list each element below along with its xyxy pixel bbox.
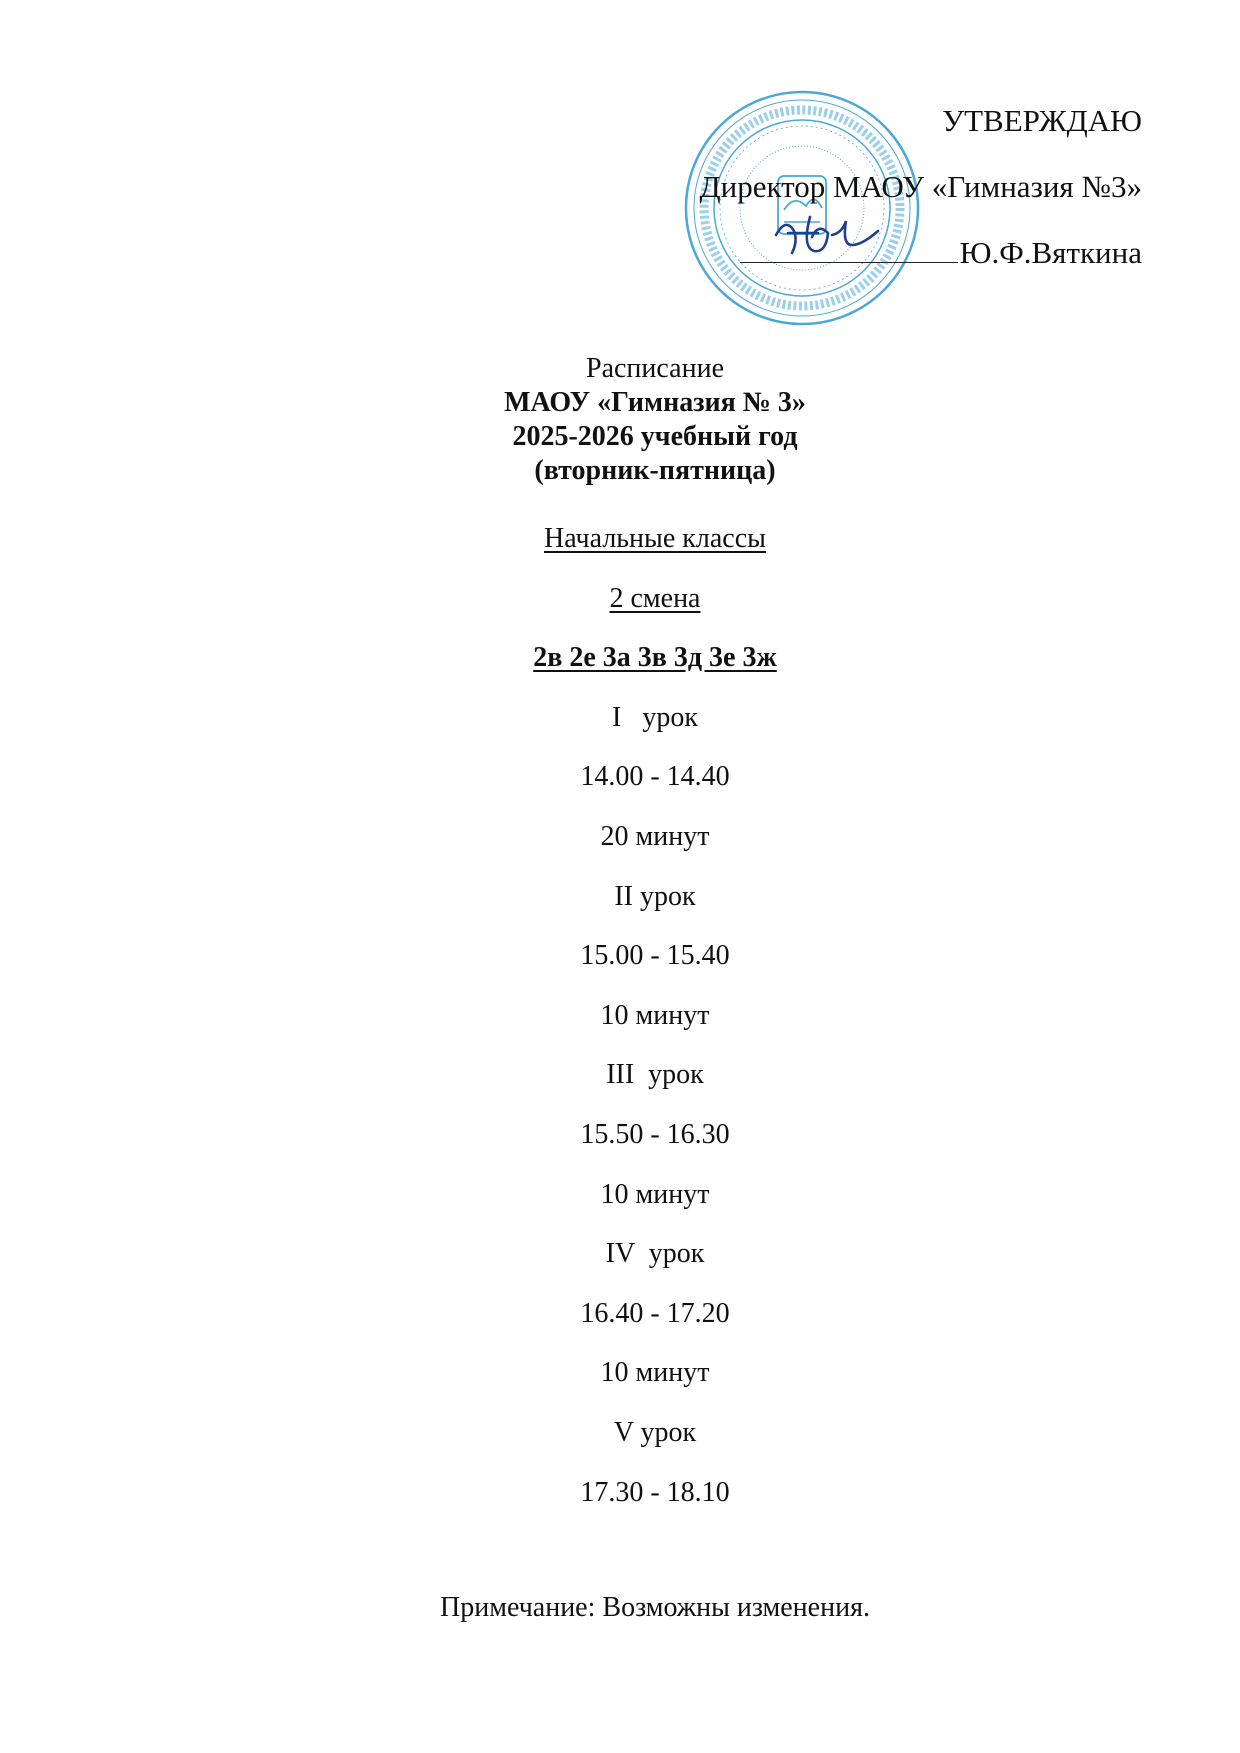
section-heading: Начальные классы	[544, 523, 766, 554]
shift-heading: 2 смена	[609, 582, 701, 614]
approval-name: Ю.Ф.Вяткина	[959, 235, 1142, 270]
schedule-item: 10 минут	[600, 1357, 710, 1389]
schedule-item: 16.40 - 17.20	[580, 1297, 730, 1329]
approval-heading: УТВЕРЖДАЮ	[942, 103, 1142, 138]
classes-heading: 2в 2е 3а 3в 3д 3е 3ж	[533, 642, 777, 674]
schedule-item: III урок	[606, 1059, 704, 1091]
title-line-1: Расписание	[586, 353, 724, 384]
approval-signature-line	[699, 220, 1142, 286]
schedule-item: 17.30 - 18.10	[580, 1476, 730, 1508]
schedule-item: I урок	[612, 701, 698, 733]
schedule-item: II урок	[614, 880, 696, 912]
signature-underline	[740, 236, 958, 263]
schedule-item: 15.50 - 16.30	[580, 1118, 730, 1150]
approval-position: Директор МАОУ «Гимназия №3»	[699, 169, 1142, 204]
schedule-item: 10 минут	[600, 1178, 710, 1210]
footnote: Примечание: Возможны изменения.	[440, 1592, 870, 1623]
document-title	[0, 352, 1240, 488]
schedule-item: IV урок	[605, 1238, 705, 1270]
approval-block	[699, 88, 1142, 286]
schedule-item: 14.00 - 14.40	[580, 761, 730, 793]
schedule-item: 15.00 - 15.40	[580, 940, 730, 972]
title-line-2: МАОУ «Гимназия № 3»	[504, 387, 806, 418]
schedule-item: V урок	[613, 1416, 697, 1448]
schedule-item: 10 минут	[600, 999, 710, 1031]
schedule-list	[0, 518, 1240, 1531]
title-line-4: (вторник-пятница)	[534, 455, 776, 486]
title-line-3: 2025-2026 учебный год	[512, 421, 798, 452]
schedule-item: 20 минут	[600, 820, 710, 852]
